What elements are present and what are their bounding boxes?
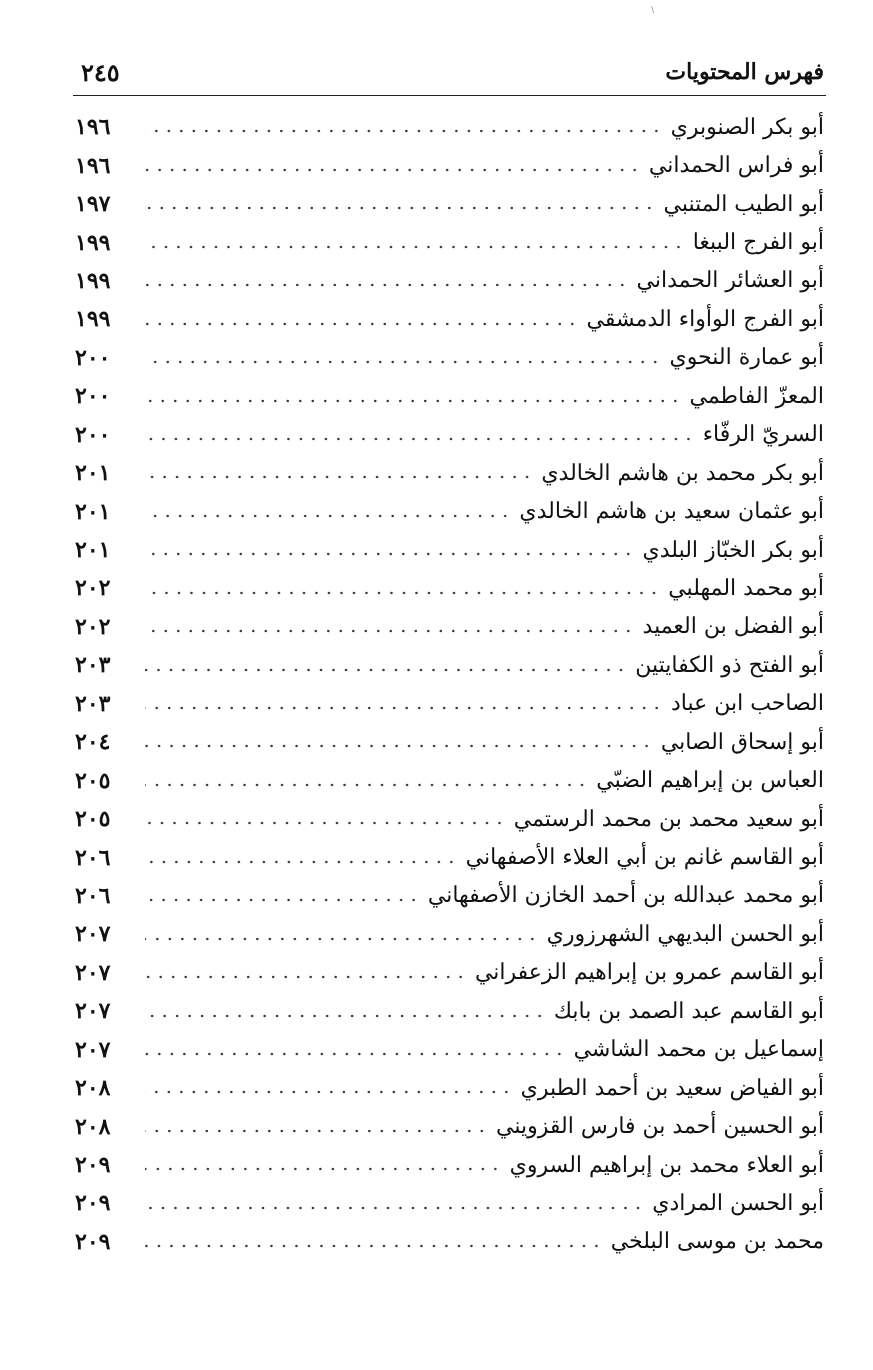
entry-page-number: ٢٠٧ [75,1036,111,1063]
print-speck: \ [651,5,654,14]
entry-page-number: ٢٠٧ [75,998,111,1025]
entry-page-number: ٢٠٧ [75,921,111,948]
entry-title: أبو محمد المهلبي [668,575,824,601]
dot-leader [145,120,663,142]
toc-entry [75,1031,824,1069]
toc-entry [75,262,824,300]
toc-entry [75,1184,824,1222]
dot-leader [145,774,588,796]
toc-entry [75,608,824,646]
toc-entry [75,992,824,1030]
entry-page-number: ١٩٦ [75,114,111,141]
dot-leader [145,1197,644,1219]
dot-leader [145,659,627,681]
entry-page-number: ٢٠٢ [75,613,111,640]
running-header [75,52,824,92]
page-number: ٢٤٥ [81,57,120,87]
toc-entry [75,416,824,454]
entry-title: أبو محمد عبدالله بن أحمد الخازن الأصفهاني [427,883,824,909]
dot-leader [145,851,458,873]
toc-entry [75,185,824,223]
dot-leader [145,159,641,181]
entry-title: أبو الحسين أحمد بن فارس القزويني [496,1114,824,1140]
dot-leader [145,1005,546,1027]
toc-entry [75,685,824,723]
dot-leader [145,1120,488,1142]
entry-title: أبو الفضل بن العميد [642,614,824,640]
toc-entry [75,377,824,415]
entry-page-number: ١٩٩ [75,229,111,256]
dot-leader [145,351,661,373]
toc-entry [75,915,824,953]
toc-entry [75,761,824,799]
toc-entry [75,1069,824,1107]
entry-page-number: ٢٠٦ [75,844,111,871]
entry-page-number: ١٩٦ [75,152,111,179]
header-rule [73,95,826,96]
toc-entry [75,300,824,338]
entry-page-number: ٢٠٥ [75,806,111,833]
toc-entry [75,877,824,915]
entry-page-number: ٢٠٤ [75,729,111,756]
dot-leader [145,582,660,604]
entry-title: أبو عثمان سعيد بن هاشم الخالدي [519,499,824,525]
entry-title: أبو بكر الخبّاز البلدي [642,537,824,563]
toc-entry [75,1223,824,1261]
entry-title: أبو إسحاق الصابي [660,729,824,755]
entry-page-number: ١٩٧ [75,191,111,218]
dot-leader [145,313,579,335]
running-title: فهرس المحتويات [665,59,824,85]
entry-title: العباس بن إبراهيم الضبّي [596,768,824,794]
toc-entry [75,954,824,992]
dot-leader [145,889,420,911]
entry-title: الصاحب ابن عباد [670,691,824,717]
toc-entry [75,146,824,184]
entry-title: أبو الفرج الببغا [692,230,824,256]
entry-title: إسماعيل بن محمد الشاشي [573,1037,824,1063]
toc-entry [75,454,824,492]
entry-page-number: ٢٠٩ [75,1152,111,1179]
dot-leader [145,428,695,450]
dot-leader [145,1158,502,1180]
entry-page-number: ٢٠٣ [75,652,111,679]
entry-page-number: ٢٠٥ [75,767,111,794]
dot-leader [145,274,629,296]
entry-title: أبو القاسم عمرو بن إبراهيم الزعفراني [474,960,824,986]
contents-list [75,108,824,1261]
dot-leader [145,197,656,219]
toc-entry [75,800,824,838]
entry-title: أبو بكر الصنوبري [670,114,824,140]
entry-title: أبو الفرج الوأواء الدمشقي [586,306,824,332]
dot-leader [145,966,467,988]
dot-leader [145,928,539,950]
dot-leader [145,812,506,834]
entry-page-number: ٢٠٩ [75,1228,111,1255]
entry-title: أبو الحسن المرادي [652,1190,824,1216]
dot-leader [145,466,533,488]
toc-entry [75,339,824,377]
entry-title: أبو القاسم غانم بن أبي العلاء الأصفهاني [465,845,824,871]
entry-title: أبو العلاء محمد بن إبراهيم السروي [509,1152,824,1178]
dot-leader [145,543,635,565]
entry-title: أبو فراس الحمداني [648,153,824,179]
toc-entry [75,646,824,684]
entry-page-number: ٢٠٧ [75,959,111,986]
dot-leader [145,735,653,757]
entry-title: أبو الحسن البديهي الشهرزوري [546,921,824,947]
entry-page-number: ٢٠٨ [75,1113,111,1140]
entry-page-number: ٢٠١ [75,460,111,487]
entry-title: محمد بن موسى البلخي [610,1229,824,1255]
dot-leader [145,697,663,719]
toc-entry [75,492,824,530]
dot-leader [145,236,685,258]
dot-leader [145,1235,603,1257]
entry-title: أبو الطيب المتنبي [663,191,824,217]
toc-entry [75,1146,824,1184]
entry-title: السريّ الرفّاء [702,422,824,448]
dot-leader [145,1081,513,1103]
entry-page-number: ٢٠١ [75,537,111,564]
entry-page-number: ٢٠٢ [75,575,111,602]
entry-title: أبو الفتح ذو الكفايتين [635,652,824,678]
toc-entry [75,531,824,569]
entry-title: أبو الفياض سعيد بن أحمد الطبري [520,1075,824,1101]
toc-entry [75,1107,824,1145]
entry-page-number: ٢٠٩ [75,1190,111,1217]
entry-title: أبو القاسم عبد الصمد بن بابك [553,998,824,1024]
entry-page-number: ٢٠٠ [75,421,111,448]
entry-page-number: ١٩٩ [75,267,111,294]
toc-entry [75,569,824,607]
entry-page-number: ١٩٩ [75,306,111,333]
entry-page-number: ٢٠٠ [75,383,111,410]
entry-title: أبو بكر محمد بن هاشم الخالدي [541,460,824,486]
toc-entry [75,108,824,146]
toc-entry [75,838,824,876]
entry-title: المعزّ الفاطمي [689,383,824,409]
toc-entry [75,723,824,761]
entry-page-number: ٢٠١ [75,498,111,525]
entry-page-number: ٢٠٣ [75,690,111,717]
dot-leader [145,390,682,412]
entry-page-number: ٢٠٠ [75,344,111,371]
toc-entry [75,223,824,261]
entry-title: أبو سعيد محمد بن محمد الرستمي [513,806,824,832]
entry-page-number: ٢٠٦ [75,882,111,909]
entry-page-number: ٢٠٨ [75,1075,111,1102]
dot-leader [145,505,511,527]
dot-leader [145,620,635,642]
entry-title: أبو عمارة النحوي [669,345,824,371]
entry-title: أبو العشائر الحمداني [636,268,824,294]
dot-leader [145,1043,566,1065]
